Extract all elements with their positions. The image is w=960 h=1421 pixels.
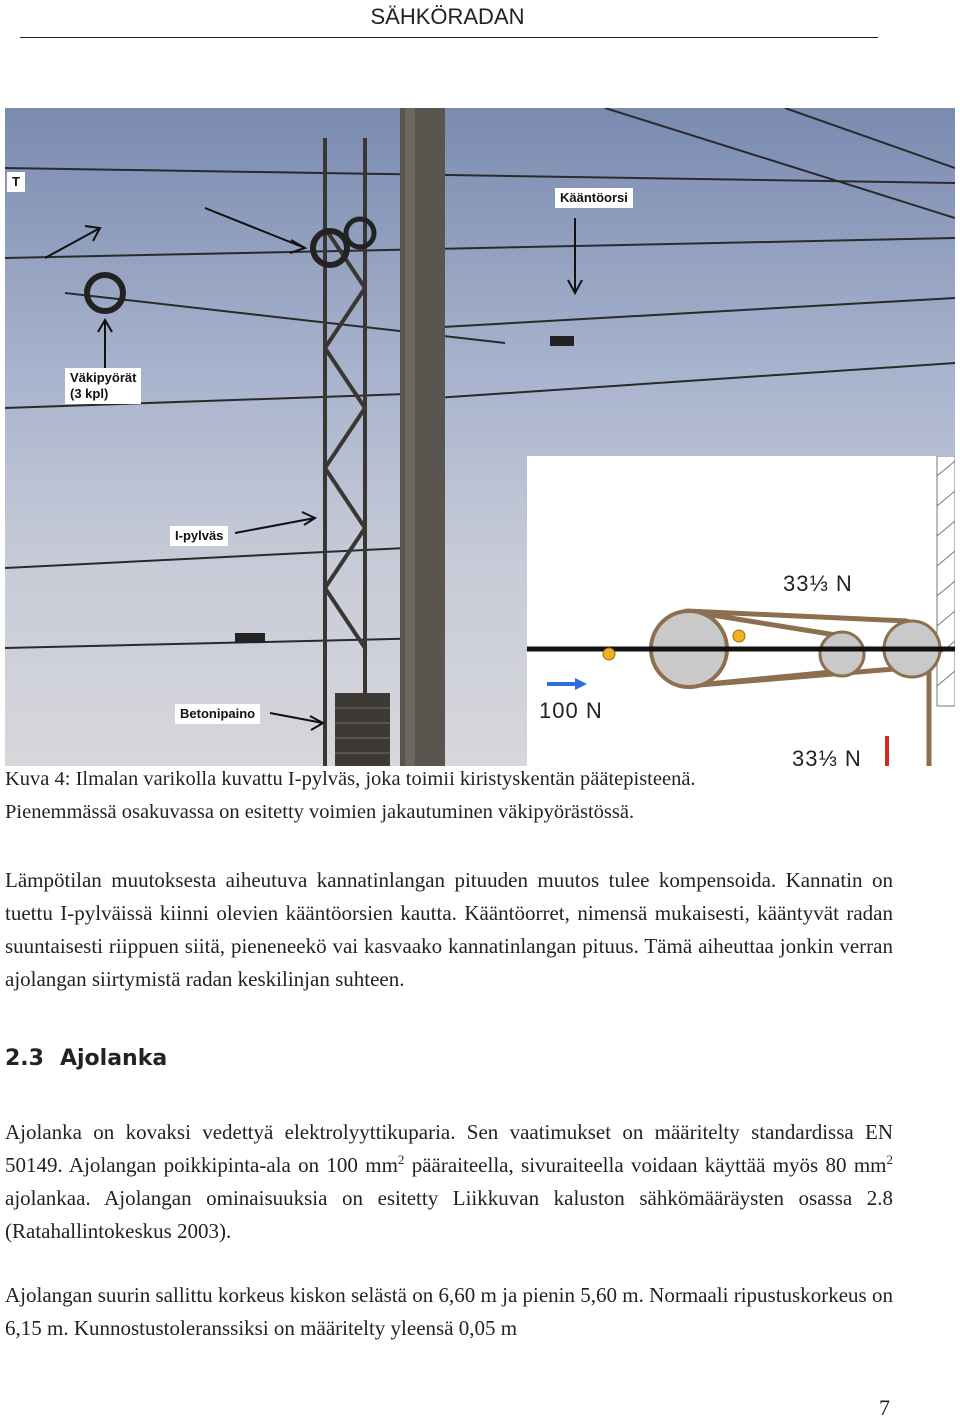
force-label-right: 33⅓ N (792, 746, 862, 766)
page-number: 7 (879, 1395, 890, 1420)
force-label-top: 33⅓ N (783, 571, 853, 596)
superscript-2: 2 (886, 1152, 893, 1167)
label-kaantoorsi: Kääntöorsi (555, 188, 633, 208)
label-betonipaino: Betonipaino (175, 704, 260, 724)
paragraph-contact-wire (5, 1116, 893, 1248)
section-heading (5, 1046, 183, 1071)
section-number: 2.3 (5, 1046, 44, 1071)
paragraph-height: Ajolangan suurin sallittu korkeus kiskon selästä on 6,60 m ja pienin 5,60 m. Normaali ripustuskorkeus on 6,15 m. Kunnostustoleranssiksi on määritelty yleensä 0,05 m (5, 1283, 893, 1340)
page-header: SÄHKÖRADAN (370, 4, 525, 29)
label-vakipyorat-line2: (3 kpl) (70, 386, 109, 401)
section-title: Ajolanka (59, 1046, 168, 1071)
paragraph2-part3: ajolankaa. Ajolangan ominaisuuksia on esitetty Liikkuvan kaluston sähkömääräysten osassa 2.8 (Ratahallintokeskus 2003). (5, 1186, 893, 1243)
paragraph-compensation: Lämpötilan muutoksesta aiheutuva kannatinlangan pituuden muutos tulee kompensoida. Kannatin on tuettu I-pylväissä kiinni olevien kääntöorsien kautta. Kääntöorret, nimensä mukaisesti, kääntyvät radan suuntaisesti riippuen siitä, pieneneekö vai kasvaako kannatinlangan pituus. Tämä aiheuttaa jonkin verran ajolangan siirtymistä radan keskilinjan suhteen. (5, 868, 893, 991)
caption-line-2: Pienemmässä osakuvassa on esitetty voimien jakautuminen väkipyörästössä. (5, 801, 635, 823)
paragraph2-part2: pääraiteella, sivuraiteella voidaan käyttää myös 80 mm (404, 1153, 887, 1177)
pulley-force-diagram (527, 456, 955, 766)
superscript-1: 2 (397, 1152, 405, 1167)
figure-caption (5, 763, 893, 829)
force-label-left: 100 N (539, 698, 603, 723)
caption-line-1: Kuva 4: Ilmalan varikolla kuvattu I-pylväs, joka toimii kiristyskentän päätepisteenä. (5, 768, 696, 790)
paragraph2-part1: Ajolanka on kovaksi vedettyä elektrolyyttikuparia. Sen vaatimukset on määritelty standardissa EN 50149. Ajolangan poikkipinta-ala on 100 mm (5, 1120, 893, 1177)
label-vakipyorat (65, 368, 141, 404)
header-rule (20, 37, 878, 38)
label-vakipyorat-line1: Väkipyörät (70, 370, 137, 385)
label-ipylvas: I-pylväs (170, 526, 228, 546)
figure-photo (5, 108, 955, 766)
label-t: T (7, 172, 25, 192)
